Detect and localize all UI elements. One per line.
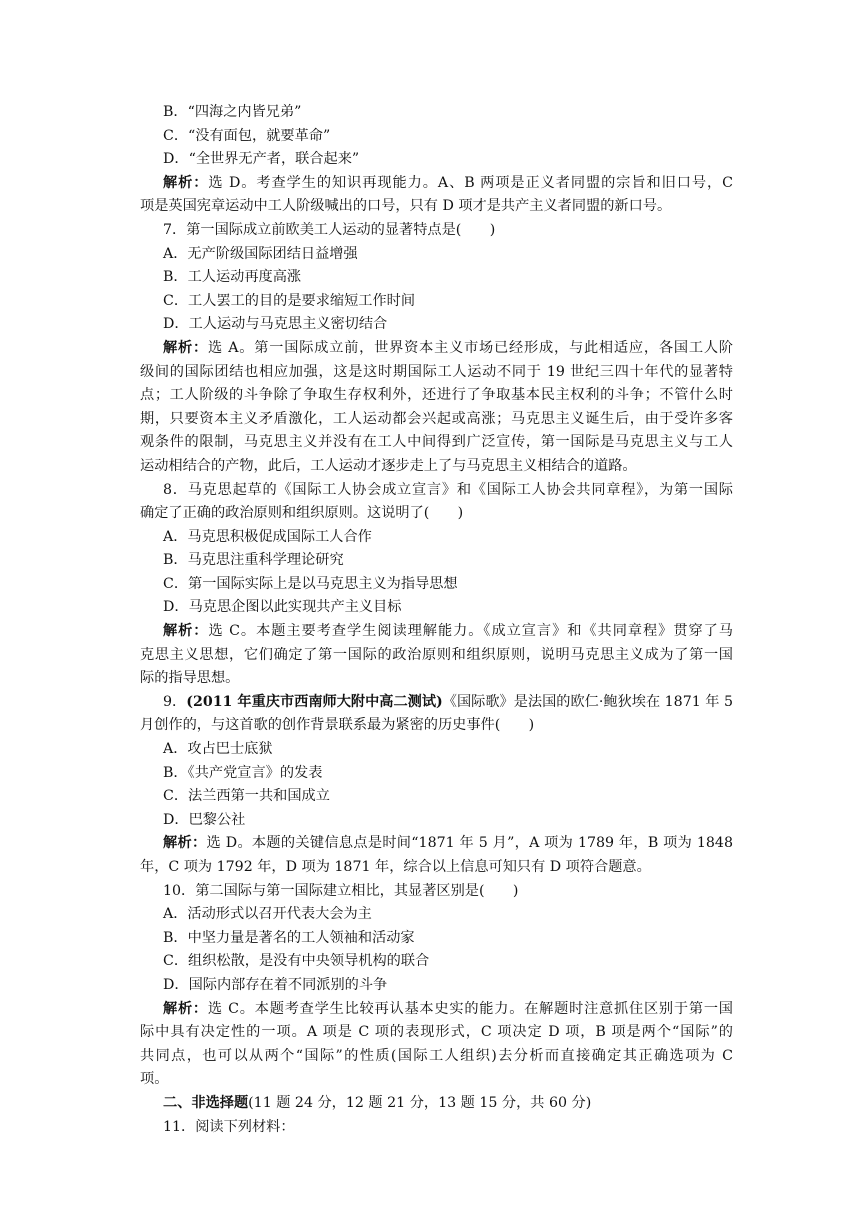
- q9-option-b: B．《共产党宣言》的发表: [163, 764, 323, 781]
- q6-analysis-line-1: [163, 172, 733, 196]
- q8-option-d: D．马克思企图以此实现共产主义目标: [163, 599, 402, 616]
- analysis-label: 解析：: [163, 1000, 208, 1017]
- q9-number: 9．: [163, 693, 187, 710]
- q8-option-a: A．马克思积极促成国际工人合作: [163, 528, 372, 545]
- q10-analysis-line-3: 共同点，也可以从两个“国际”的性质(国际工人组织)去分析而直接确定其正确选项为 C: [140, 1047, 733, 1064]
- analysis-label: 解析：: [163, 623, 209, 640]
- q8-option-c: C．第一国际实际上是以马克思主义为指导思想: [163, 575, 458, 592]
- section-heading: [163, 1092, 733, 1116]
- section-scoring: (11 题 24 分，12 题 21 分，13 题 15 分，共 60 分): [248, 1094, 592, 1111]
- q9-stem-line-2: 月创作的，与这首歌的创作背景联系最为紧密的历史事件( ): [140, 717, 535, 734]
- page-content: [140, 101, 733, 1139]
- q9-option-c: C．法兰西第一共和国成立: [163, 788, 330, 805]
- q7-option-d: D．工人运动与马克思主义密切结合: [163, 316, 388, 333]
- q7-analysis-line-3: 点；工人阶级的斗争除了争取生存权利外，还进行了争取基本民主权利的斗争；不管什么时: [140, 387, 733, 404]
- analysis-text: 选 D。考查学生的知识再现能力。A、B 两项是正义者同盟的宗旨和旧口号，C: [208, 174, 733, 191]
- analysis-text: 选 C。本题主要考查学生阅读理解能力。《成立宣言》和《共同章程》贯穿了马: [208, 623, 733, 640]
- q7-option-a: A．无产阶级国际团结日益增强: [163, 245, 358, 262]
- analysis-label: 解析：: [163, 174, 209, 191]
- q8-stem-line-2: 确定了正确的政治原则和组织原则。这说明了( ): [140, 505, 464, 522]
- analysis-label: 解析：: [163, 835, 207, 852]
- q10-analysis-line-4: 项。: [140, 1071, 169, 1088]
- q10-option-a: A．活动形式以召开代表大会为主: [163, 906, 372, 923]
- q7-stem: 7．第一国际成立前欧美工人运动的显著特点是( ): [163, 221, 496, 238]
- q8-analysis-line-1: [163, 620, 733, 644]
- q10-option-d: D．国际内部存在着不同派别的斗争: [163, 976, 388, 993]
- q10-option-c: C．组织松散，是没有中央领导机构的联合: [163, 953, 430, 970]
- q7-analysis-line-5: 观条件的限制，马克思主义并没有在工人中间得到广泛宣传，第一国际是马克思主义与工人: [140, 434, 733, 451]
- q9-stem-line-1: [163, 691, 733, 715]
- q6-option-d: D．“全世界无产者，联合起来”: [163, 151, 360, 168]
- section-title: 二、非选择题: [163, 1094, 249, 1111]
- q9-analysis-line-1: [163, 832, 733, 856]
- q9-stem-rest: 《国际歌》是法国的欧仁·鲍狄埃在 1871 年 5: [442, 693, 733, 710]
- q6-option-b: B．“四海之内皆兄弟”: [163, 104, 302, 120]
- q7-analysis-line-2: 级间的国际团结也相应加强，这是这时期国际工人运动不同于 19 世纪三四十年代的显著特: [140, 363, 733, 380]
- q7-option-c: C．工人罢工的目的是要求缩短工作时间: [163, 292, 416, 309]
- q11-stem: 11．阅读下列材料：: [163, 1118, 295, 1135]
- q10-stem: 10．第二国际与第一国际建立相比，其显著区别是( ): [163, 882, 519, 899]
- q7-analysis-line-6: 运动相结合的产物，此后，工人运动才逐步走上了与马克思主义相结合的道路。: [140, 457, 637, 474]
- analysis-text: 选 D。本题的关键信息点是时间“1871 年 5 月”，A 项为 1789 年，B 项为 1848: [206, 835, 733, 852]
- q7-analysis-line-4: 期，只要资本主义矛盾激化，工人运动都会兴起或高涨；马克思主义诞生后，由于受许多客: [140, 410, 733, 427]
- q8-analysis-line-2: 克思主义思想，它们确定了第一国际的政治原则和组织原则，说明马克思主义成为了第一国: [140, 646, 733, 663]
- q8-stem-line-1: 8．马克思起草的《国际工人协会成立宣言》和《国际工人协会共同章程》，为第一国际: [163, 481, 733, 498]
- q10-analysis-line-1: [163, 998, 733, 1022]
- q6-analysis-line-2: 项是英国宪章运动中工人阶级喊出的口号，只有 D 项才是共产主义者同盟的新口号。: [140, 198, 672, 215]
- q9-source: (2011 年重庆市西南师大附中高二测试): [186, 693, 443, 710]
- q8-analysis-line-3: 际的指导思想。: [140, 670, 240, 687]
- q9-analysis-line-2: 年，C 项为 1792 年，D 项为 1871 年，综合以上信息可知只有 D 项符合题意。: [140, 859, 651, 875]
- q10-analysis-line-2: 际中具有决定性的一项。A 项是 C 项的表现形式，C 项决定 D 项，B 项是两个“国际”的: [140, 1024, 733, 1041]
- analysis-label: 解析：: [163, 339, 208, 356]
- q9-option-a: A．攻占巴士底狱: [163, 741, 273, 758]
- analysis-text: 选 C。本题考查学生比较再认基本史实的能力。在解题时注意抓住区别于第一国: [207, 1000, 733, 1017]
- q6-option-c: C．“没有面包，就要革命”: [163, 127, 331, 144]
- q8-option-b: B．马克思注重科学理论研究: [163, 552, 344, 569]
- q7-analysis-line-1: [163, 337, 733, 361]
- analysis-text: 选 A。第一国际成立前，世界资本主义市场已经形成，与此相适应，各国工人阶: [207, 339, 733, 356]
- q10-option-b: B．中坚力量是著名的工人领袖和活动家: [163, 929, 415, 946]
- q9-option-d: D．巴黎公社: [163, 811, 246, 828]
- q7-option-b: B．工人运动再度高涨: [163, 269, 302, 286]
